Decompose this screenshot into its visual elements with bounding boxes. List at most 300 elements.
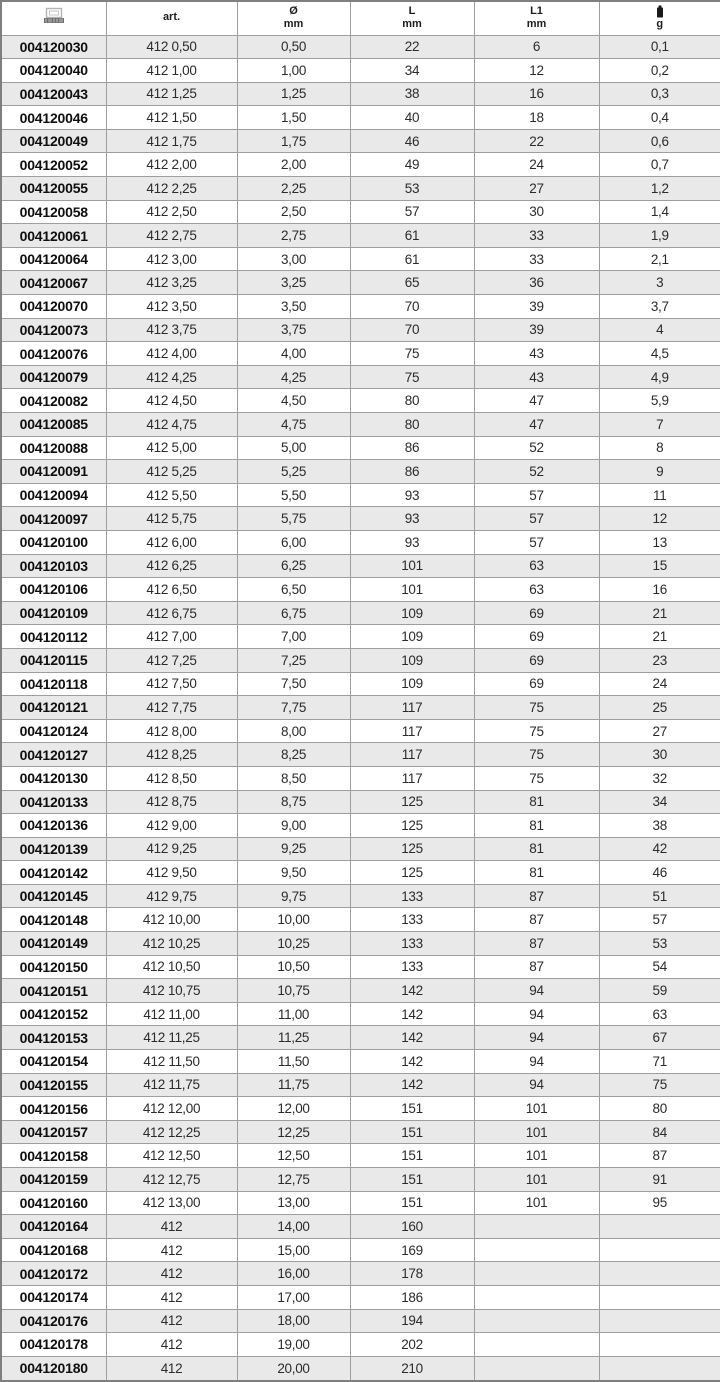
table-row	[1, 1262, 720, 1286]
weight-cell: 12	[599, 507, 720, 531]
art-cell: 412 9,50	[106, 861, 237, 885]
diameter-cell: 2,50	[237, 200, 350, 224]
length1-cell: 18	[474, 106, 599, 130]
diameter-cell: 2,00	[237, 153, 350, 177]
barcode-cell: 004120049	[1, 129, 106, 153]
diameter-cell: 13,00	[237, 1191, 350, 1215]
length1-cell	[474, 1309, 599, 1333]
table-row	[1, 1073, 720, 1097]
art-cell: 412 6,00	[106, 530, 237, 554]
length1-cell: 47	[474, 413, 599, 437]
table-row	[1, 1309, 720, 1333]
table-row	[1, 1238, 720, 1262]
weight-cell: 46	[599, 861, 720, 885]
length-cell: 93	[350, 530, 474, 554]
weight-cell: 95	[599, 1191, 720, 1215]
table-row	[1, 1026, 720, 1050]
weight-cell: 0,3	[599, 82, 720, 106]
diameter-cell: 3,75	[237, 318, 350, 342]
length1-cell: 39	[474, 295, 599, 319]
diameter-cell: 6,75	[237, 601, 350, 625]
diameter-cell: 3,50	[237, 295, 350, 319]
barcode-cell: 004120153	[1, 1026, 106, 1050]
art-cell: 412 5,25	[106, 460, 237, 484]
length1-cell: 27	[474, 177, 599, 201]
weight-cell: 59	[599, 979, 720, 1003]
diameter-cell: 6,25	[237, 554, 350, 578]
barcode-cell: 004120168	[1, 1238, 106, 1262]
header-cell-weight	[599, 1, 720, 35]
diameter-cell: 11,25	[237, 1026, 350, 1050]
header-cell-length1	[474, 1, 599, 35]
table-row	[1, 908, 720, 932]
length-cell: 169	[350, 1238, 474, 1262]
length1-cell: 69	[474, 625, 599, 649]
art-cell: 412 1,00	[106, 59, 237, 83]
length-cell: 80	[350, 389, 474, 413]
weight-cell	[599, 1285, 720, 1309]
art-cell: 412	[106, 1238, 237, 1262]
length-cell: 142	[350, 1026, 474, 1050]
diameter-cell: 8,25	[237, 743, 350, 767]
art-cell: 412	[106, 1215, 237, 1239]
header-weight-unit: g	[656, 17, 664, 30]
diameter-cell: 4,25	[237, 365, 350, 389]
barcode-icon	[40, 6, 68, 26]
art-cell: 412 4,00	[106, 342, 237, 366]
weight-cell: 87	[599, 1144, 720, 1168]
length1-cell: 101	[474, 1168, 599, 1192]
table-row	[1, 1002, 720, 1026]
header-length-unit: mm	[402, 18, 422, 31]
diameter-cell: 7,50	[237, 672, 350, 696]
barcode-cell: 004120043	[1, 82, 106, 106]
length1-cell: 33	[474, 224, 599, 248]
diameter-cell: 9,25	[237, 837, 350, 861]
art-cell: 412 0,50	[106, 35, 237, 59]
table-row	[1, 59, 720, 83]
diameter-cell: 1,50	[237, 106, 350, 130]
barcode-cell: 004120127	[1, 743, 106, 767]
length1-cell: 81	[474, 790, 599, 814]
length-cell: 57	[350, 200, 474, 224]
art-cell: 412 7,75	[106, 696, 237, 720]
length-cell: 109	[350, 648, 474, 672]
length-cell: 46	[350, 129, 474, 153]
length-cell: 133	[350, 955, 474, 979]
length1-cell: 94	[474, 1073, 599, 1097]
diameter-cell: 8,50	[237, 766, 350, 790]
art-cell: 412 6,75	[106, 601, 237, 625]
table-row	[1, 153, 720, 177]
barcode-cell: 004120174	[1, 1285, 106, 1309]
weight-cell: 1,4	[599, 200, 720, 224]
weight-cell: 4	[599, 318, 720, 342]
weight-cell: 24	[599, 672, 720, 696]
weight-cell: 4,5	[599, 342, 720, 366]
art-cell: 412	[106, 1262, 237, 1286]
barcode-cell: 004120112	[1, 625, 106, 649]
barcode-cell: 004120091	[1, 460, 106, 484]
weight-cell: 53	[599, 932, 720, 956]
diameter-cell: 9,75	[237, 884, 350, 908]
length1-cell: 63	[474, 554, 599, 578]
diameter-cell: 19,00	[237, 1333, 350, 1357]
barcode-cell: 004120148	[1, 908, 106, 932]
art-cell: 412 2,50	[106, 200, 237, 224]
art-cell: 412 3,00	[106, 247, 237, 271]
weight-cell: 75	[599, 1073, 720, 1097]
length1-cell: 63	[474, 578, 599, 602]
length-cell: 133	[350, 932, 474, 956]
weight-cell	[599, 1333, 720, 1357]
diameter-cell: 4,50	[237, 389, 350, 413]
art-cell: 412 7,25	[106, 648, 237, 672]
diameter-cell: 1,75	[237, 129, 350, 153]
barcode-cell: 004120121	[1, 696, 106, 720]
length1-cell: 101	[474, 1144, 599, 1168]
diameter-cell: 11,75	[237, 1073, 350, 1097]
weight-cell: 32	[599, 766, 720, 790]
header-cell-art	[106, 1, 237, 35]
length1-cell: 24	[474, 153, 599, 177]
barcode-cell: 004120172	[1, 1262, 106, 1286]
length-cell: 80	[350, 413, 474, 437]
table-row	[1, 719, 720, 743]
table-row	[1, 766, 720, 790]
diameter-cell: 12,75	[237, 1168, 350, 1192]
length1-cell: 94	[474, 1050, 599, 1074]
art-cell: 412 4,50	[106, 389, 237, 413]
barcode-cell: 004120124	[1, 719, 106, 743]
length1-cell: 16	[474, 82, 599, 106]
weight-cell: 3,7	[599, 295, 720, 319]
diameter-cell: 20,00	[237, 1356, 350, 1381]
art-cell: 412 1,75	[106, 129, 237, 153]
length-cell: 151	[350, 1191, 474, 1215]
art-cell: 412 6,50	[106, 578, 237, 602]
diameter-cell: 0,50	[237, 35, 350, 59]
art-cell: 412 10,25	[106, 932, 237, 956]
length-cell: 86	[350, 436, 474, 460]
art-cell: 412 11,25	[106, 1026, 237, 1050]
length1-cell: 6	[474, 35, 599, 59]
diameter-cell: 14,00	[237, 1215, 350, 1239]
art-cell: 412 10,00	[106, 908, 237, 932]
art-cell: 412	[106, 1333, 237, 1357]
art-cell: 412 5,75	[106, 507, 237, 531]
diameter-cell: 8,00	[237, 719, 350, 743]
weight-cell: 1,2	[599, 177, 720, 201]
table-row	[1, 342, 720, 366]
length-cell: 194	[350, 1309, 474, 1333]
art-cell: 412	[106, 1285, 237, 1309]
table-row	[1, 1285, 720, 1309]
weight-cell: 38	[599, 814, 720, 838]
diameter-cell: 18,00	[237, 1309, 350, 1333]
art-cell: 412 3,25	[106, 271, 237, 295]
diameter-cell: 10,00	[237, 908, 350, 932]
length1-cell: 57	[474, 507, 599, 531]
length-cell: 109	[350, 601, 474, 625]
barcode-cell: 004120176	[1, 1309, 106, 1333]
barcode-cell: 004120079	[1, 365, 106, 389]
length1-cell: 94	[474, 1026, 599, 1050]
length-cell: 86	[350, 460, 474, 484]
art-cell: 412 5,00	[106, 436, 237, 460]
table-row	[1, 554, 720, 578]
table-row	[1, 530, 720, 554]
length1-cell: 75	[474, 766, 599, 790]
table-row	[1, 460, 720, 484]
weight-cell: 3	[599, 271, 720, 295]
art-cell: 412 8,50	[106, 766, 237, 790]
table-row	[1, 743, 720, 767]
length1-cell	[474, 1333, 599, 1357]
weight-cell: 4,9	[599, 365, 720, 389]
weight-cell: 63	[599, 1002, 720, 1026]
weight-cell	[599, 1215, 720, 1239]
art-cell: 412 11,50	[106, 1050, 237, 1074]
diameter-cell: 3,00	[237, 247, 350, 271]
weight-cell: 8	[599, 436, 720, 460]
table-row	[1, 884, 720, 908]
barcode-cell: 004120180	[1, 1356, 106, 1381]
length1-cell: 69	[474, 672, 599, 696]
art-cell: 412 3,50	[106, 295, 237, 319]
barcode-cell: 004120058	[1, 200, 106, 224]
art-cell: 412 10,75	[106, 979, 237, 1003]
art-cell: 412 9,00	[106, 814, 237, 838]
barcode-cell: 004120082	[1, 389, 106, 413]
diameter-cell: 17,00	[237, 1285, 350, 1309]
barcode-cell: 004120156	[1, 1097, 106, 1121]
barcode-cell: 004120130	[1, 766, 106, 790]
weight-cell: 30	[599, 743, 720, 767]
barcode-cell: 004120076	[1, 342, 106, 366]
barcode-cell: 004120046	[1, 106, 106, 130]
art-cell: 412 11,00	[106, 1002, 237, 1026]
weight-cell: 0,1	[599, 35, 720, 59]
length1-cell: 75	[474, 696, 599, 720]
weight-cell: 67	[599, 1026, 720, 1050]
barcode-cell: 004120159	[1, 1168, 106, 1192]
table-row	[1, 271, 720, 295]
length1-cell: 12	[474, 59, 599, 83]
length1-cell: 94	[474, 979, 599, 1003]
table-row	[1, 129, 720, 153]
length-cell: 133	[350, 908, 474, 932]
barcode-cell: 004120103	[1, 554, 106, 578]
art-cell: 412 12,00	[106, 1097, 237, 1121]
diameter-cell: 15,00	[237, 1238, 350, 1262]
weight-cell: 21	[599, 601, 720, 625]
diameter-cell: 10,25	[237, 932, 350, 956]
table-row	[1, 82, 720, 106]
barcode-cell: 004120040	[1, 59, 106, 83]
table-row	[1, 696, 720, 720]
barcode-cell: 004120178	[1, 1333, 106, 1357]
length-cell: 101	[350, 578, 474, 602]
length-cell: 142	[350, 1002, 474, 1026]
diameter-cell: 10,75	[237, 979, 350, 1003]
barcode-cell: 004120136	[1, 814, 106, 838]
length-cell: 34	[350, 59, 474, 83]
weight-cell	[599, 1238, 720, 1262]
diameter-cell: 12,50	[237, 1144, 350, 1168]
weight-cell: 11	[599, 483, 720, 507]
length-cell: 70	[350, 318, 474, 342]
barcode-cell: 004120088	[1, 436, 106, 460]
weight-cell: 16	[599, 578, 720, 602]
header-length1-symbol: L1	[530, 4, 543, 17]
length1-cell: 81	[474, 837, 599, 861]
spec-table-body	[1, 35, 720, 1381]
header-cell-diameter	[237, 1, 350, 35]
length1-cell: 87	[474, 932, 599, 956]
diameter-cell: 1,00	[237, 59, 350, 83]
header-art-label: art.	[162, 11, 181, 24]
weight-cell: 7	[599, 413, 720, 437]
diameter-cell: 9,50	[237, 861, 350, 885]
length-cell: 65	[350, 271, 474, 295]
table-row	[1, 955, 720, 979]
length-cell: 210	[350, 1356, 474, 1381]
art-cell: 412 8,75	[106, 790, 237, 814]
barcode-cell: 004120064	[1, 247, 106, 271]
length-cell: 151	[350, 1168, 474, 1192]
barcode-cell: 004120160	[1, 1191, 106, 1215]
table-row	[1, 648, 720, 672]
length-cell: 160	[350, 1215, 474, 1239]
length-cell: 109	[350, 625, 474, 649]
diameter-cell: 4,00	[237, 342, 350, 366]
barcode-cell: 004120164	[1, 1215, 106, 1239]
art-cell: 412 10,50	[106, 955, 237, 979]
table-row	[1, 106, 720, 130]
barcode-cell: 004120100	[1, 530, 106, 554]
length1-cell: 81	[474, 814, 599, 838]
diameter-cell: 3,25	[237, 271, 350, 295]
table-row	[1, 837, 720, 861]
art-cell: 412 1,25	[106, 82, 237, 106]
table-row	[1, 247, 720, 271]
table-row	[1, 35, 720, 59]
length-cell: 109	[350, 672, 474, 696]
length1-cell: 33	[474, 247, 599, 271]
weight-cell: 57	[599, 908, 720, 932]
weight-cell: 9	[599, 460, 720, 484]
barcode-cell: 004120097	[1, 507, 106, 531]
length-cell: 151	[350, 1144, 474, 1168]
diameter-cell: 5,00	[237, 436, 350, 460]
length-cell: 61	[350, 247, 474, 271]
table-row	[1, 1356, 720, 1381]
barcode-cell: 004120154	[1, 1050, 106, 1074]
table-row	[1, 1050, 720, 1074]
barcode-cell: 004120152	[1, 1002, 106, 1026]
barcode-cell: 004120085	[1, 413, 106, 437]
barcode-cell: 004120115	[1, 648, 106, 672]
length1-cell: 43	[474, 365, 599, 389]
weight-cell: 91	[599, 1168, 720, 1192]
diameter-cell: 6,00	[237, 530, 350, 554]
length-cell: 117	[350, 696, 474, 720]
length-cell: 125	[350, 790, 474, 814]
weight-cell: 15	[599, 554, 720, 578]
length1-cell: 52	[474, 436, 599, 460]
diameter-cell: 7,25	[237, 648, 350, 672]
barcode-cell: 004120155	[1, 1073, 106, 1097]
weight-icon	[655, 5, 665, 18]
barcode-cell: 004120052	[1, 153, 106, 177]
weight-cell: 51	[599, 884, 720, 908]
art-cell: 412 11,75	[106, 1073, 237, 1097]
length1-cell: 36	[474, 271, 599, 295]
art-cell: 412 12,50	[106, 1144, 237, 1168]
length-cell: 38	[350, 82, 474, 106]
table-row	[1, 177, 720, 201]
length1-cell: 43	[474, 342, 599, 366]
diameter-cell: 10,50	[237, 955, 350, 979]
barcode-cell: 004120061	[1, 224, 106, 248]
table-row	[1, 318, 720, 342]
art-cell: 412 7,00	[106, 625, 237, 649]
weight-cell: 34	[599, 790, 720, 814]
diameter-cell: 1,25	[237, 82, 350, 106]
length1-cell	[474, 1238, 599, 1262]
length-cell: 186	[350, 1285, 474, 1309]
diameter-cell: 5,75	[237, 507, 350, 531]
art-cell: 412 6,25	[106, 554, 237, 578]
table-row	[1, 861, 720, 885]
diameter-cell: 6,50	[237, 578, 350, 602]
weight-cell: 71	[599, 1050, 720, 1074]
art-cell: 412 13,00	[106, 1191, 237, 1215]
length1-cell: 75	[474, 719, 599, 743]
table-row	[1, 1120, 720, 1144]
length-cell: 142	[350, 1050, 474, 1074]
diameter-cell: 8,75	[237, 790, 350, 814]
table-row	[1, 507, 720, 531]
length1-cell: 101	[474, 1097, 599, 1121]
table-row	[1, 295, 720, 319]
art-cell: 412 9,75	[106, 884, 237, 908]
weight-cell: 5,9	[599, 389, 720, 413]
diameter-cell: 12,25	[237, 1120, 350, 1144]
weight-cell: 13	[599, 530, 720, 554]
art-cell: 412 3,75	[106, 318, 237, 342]
table-row	[1, 224, 720, 248]
barcode-cell: 004120070	[1, 295, 106, 319]
length1-cell: 47	[474, 389, 599, 413]
barcode-cell: 004120139	[1, 837, 106, 861]
length1-cell: 75	[474, 743, 599, 767]
barcode-cell: 004120145	[1, 884, 106, 908]
art-cell: 412 2,25	[106, 177, 237, 201]
art-cell: 412 8,00	[106, 719, 237, 743]
table-row	[1, 483, 720, 507]
barcode-cell: 004120067	[1, 271, 106, 295]
diameter-cell: 7,75	[237, 696, 350, 720]
length-cell: 93	[350, 507, 474, 531]
weight-cell	[599, 1262, 720, 1286]
barcode-cell: 004120055	[1, 177, 106, 201]
barcode-cell: 004120106	[1, 578, 106, 602]
diameter-cell: 2,25	[237, 177, 350, 201]
art-cell: 412 2,75	[106, 224, 237, 248]
length-cell: 61	[350, 224, 474, 248]
